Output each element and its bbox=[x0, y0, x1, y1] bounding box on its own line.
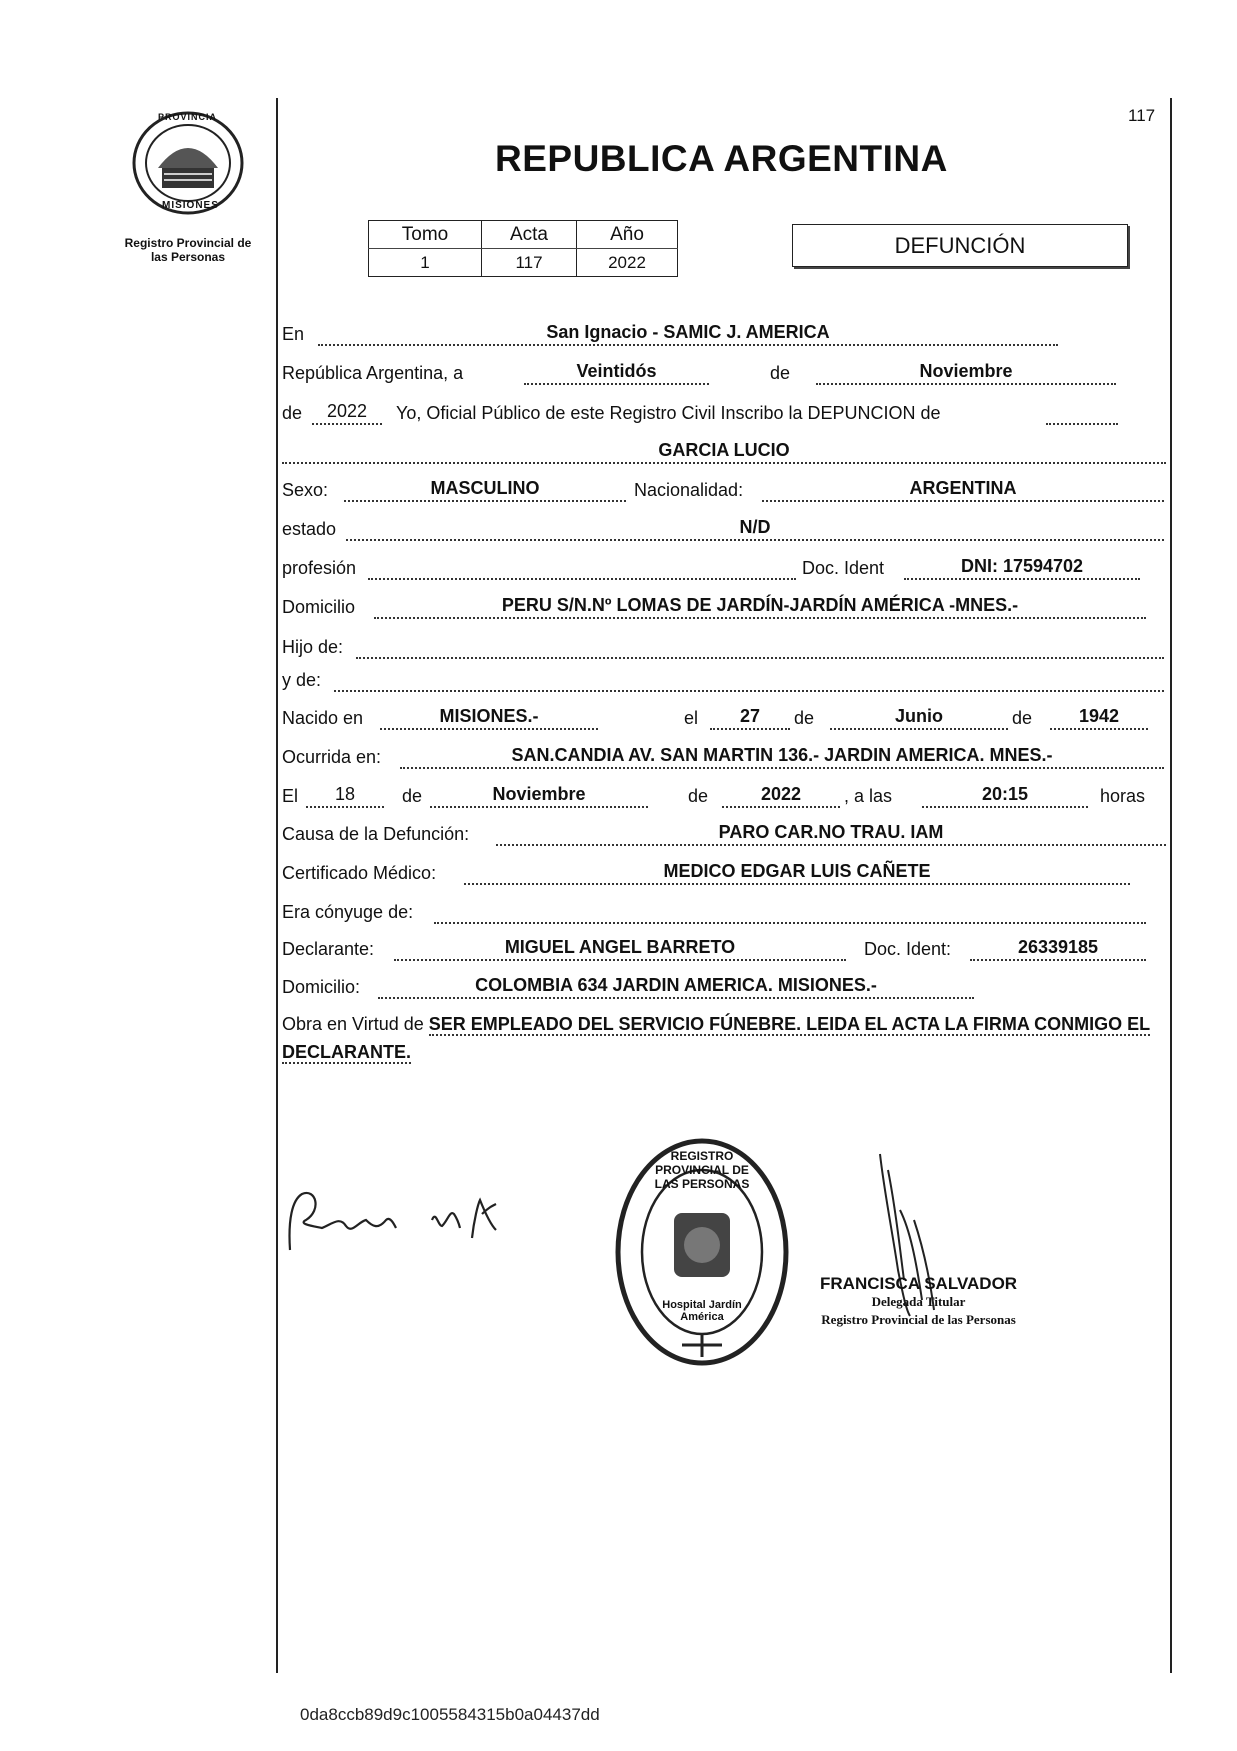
registry-label: Registro Provincial de las Personas bbox=[124, 236, 252, 264]
ano-value: 2022 bbox=[577, 249, 678, 277]
record-reference-table bbox=[368, 220, 678, 277]
row-place: En San Ignacio - SAMIC J. AMERICA bbox=[282, 318, 1167, 352]
row-declaration: de 2022 Yo, Oficial Público de este Registro Civil Inscribo la DEPUNCION de bbox=[282, 397, 1167, 431]
right-margin-line bbox=[1170, 98, 1172, 1673]
page-title: REPUBLICA ARGENTINA bbox=[495, 138, 948, 179]
birth-day: 27 bbox=[710, 704, 790, 730]
death-year: 2022 bbox=[722, 782, 840, 808]
declarant-address-value: COLOMBIA 634 JARDIN AMERICA. MISIONES.- bbox=[378, 973, 974, 999]
birth-month: Junio bbox=[830, 704, 1008, 730]
civil-status-value: N/D bbox=[346, 515, 1164, 541]
parent2-value bbox=[334, 666, 1164, 692]
acta-header: Acta bbox=[482, 221, 577, 249]
row-name bbox=[282, 436, 1167, 470]
row-date: República Argentina, a Veintidós de Noviembre bbox=[282, 357, 1167, 391]
row-legal-basis: Obra en Virtud de SER EMPLEADO DEL SERVICIO FÚNEBRE. LEIDA EL ACTA LA FIRMA CONMIGO EL DECLARANTE. bbox=[282, 1014, 1151, 1062]
row-declarant-address: Domicilio: COLOMBIA 634 JARDIN AMERICA. MISIONES.- bbox=[282, 971, 1167, 1005]
row-declarant: Declarante: MIGUEL ANGEL BARRETO Doc. Ident: 26339185 bbox=[282, 933, 1167, 967]
handwritten-signature bbox=[282, 1180, 542, 1265]
spouse-value bbox=[434, 898, 1146, 924]
row-sex-nationality: Sexo: MASCULINO Nacionalidad: ARGENTINA bbox=[282, 474, 1167, 508]
signature-block bbox=[820, 1275, 1017, 1329]
declarant-value: MIGUEL ANGEL BARRETO bbox=[394, 935, 846, 961]
row-son-of: Hijo de: bbox=[282, 631, 1167, 665]
stamp-ring-text: REGISTRO PROVINCIAL DE LAS PERSONAS bbox=[654, 1149, 750, 1191]
death-place-value: SAN.CANDIA AV. SAN MARTIN 136.- JARDIN AMERICA. MNES.- bbox=[400, 743, 1164, 769]
row-and-of: y de: bbox=[282, 664, 1167, 698]
medical-cert-value: MEDICO EDGAR LUIS CAÑETE bbox=[464, 859, 1130, 885]
row-civil-status: estado N/D bbox=[282, 513, 1167, 547]
row-cause: Causa de la Defunción: PARO CAR.NO TRAU. IAM bbox=[282, 818, 1167, 852]
left-margin-line bbox=[276, 98, 278, 1673]
tomo-header: Tomo bbox=[369, 221, 482, 249]
row-death-date: El 18 de Noviembre de 2022 , a las 20:15 horas bbox=[282, 784, 1146, 806]
row-birth: Nacido en MISIONES.- el 27 de Junio de 1942 bbox=[282, 702, 1167, 736]
birthplace-value: MISIONES.- bbox=[380, 704, 598, 730]
profession-value bbox=[368, 554, 796, 580]
address-value: PERU S/N.Nº LOMAS DE JARDÍN-JARDÍN AMÉRICA -MNES.- bbox=[374, 593, 1146, 619]
place-value: San Ignacio - SAMIC J. AMERICA bbox=[318, 320, 1058, 346]
tomo-value: 1 bbox=[369, 249, 482, 277]
signer-role: Delegada Titular bbox=[871, 1294, 966, 1309]
month-word: Noviembre bbox=[816, 359, 1116, 385]
sex-value: MASCULINO bbox=[344, 476, 626, 502]
row-profession-doc: profesión Doc. Ident DNI: 17594702 bbox=[282, 552, 1167, 586]
misiones-seal bbox=[128, 108, 248, 218]
row-death-place: Ocurrida en: SAN.CANDIA AV. SAN MARTIN 136.- JARDIN AMERICA. MNES.- bbox=[282, 741, 1167, 775]
row-spouse: Era cónyuge de: bbox=[282, 896, 1167, 930]
acta-value: 117 bbox=[482, 249, 577, 277]
document-hash: 0da8ccb89d9c1005584315b0a04437dd bbox=[300, 1705, 600, 1724]
ano-header: Año bbox=[577, 221, 678, 249]
act-type-box: DEFUNCIÓN bbox=[792, 224, 1128, 267]
stamp-inner-text: Hospital Jardín América bbox=[662, 1299, 742, 1323]
page-number: 117 bbox=[1128, 106, 1156, 125]
day-word: Veintidós bbox=[524, 359, 709, 385]
parent1-value bbox=[356, 633, 1164, 659]
death-day: 18 bbox=[306, 782, 384, 808]
row-medical-cert: Certificado Médico: MEDICO EDGAR LUIS CAÑETE bbox=[282, 857, 1167, 891]
signer-name: FRANCISCA SALVADOR bbox=[820, 1274, 1018, 1293]
row-address: Domicilio PERU S/N.Nº LOMAS DE JARDÍN-JARDÍN AMÉRICA -MNES.- bbox=[282, 591, 1167, 625]
official-stamp bbox=[612, 1135, 792, 1375]
signer-org: Registro Provincial de las Personas bbox=[821, 1312, 1016, 1327]
seal-text-bottom: MISIONES bbox=[162, 200, 219, 211]
year-value: 2022 bbox=[312, 399, 382, 425]
cause-value: PARO CAR.NO TRAU. IAM bbox=[496, 820, 1166, 846]
death-time: 20:15 bbox=[922, 782, 1088, 808]
legal-basis-value: SER EMPLEADO DEL SERVICIO FÚNEBRE. LEIDA EL ACTA LA FIRMA CONMIGO EL DECLARANTE. bbox=[282, 1014, 1151, 1062]
deceased-name: GARCIA LUCIO bbox=[282, 438, 1166, 464]
death-month: Noviembre bbox=[430, 782, 648, 808]
declarant-doc-value: 26339185 bbox=[970, 935, 1146, 961]
nationality-value: ARGENTINA bbox=[762, 476, 1164, 502]
birth-year: 1942 bbox=[1050, 704, 1148, 730]
doc-value: DNI: 17594702 bbox=[904, 554, 1140, 580]
seal-text-top: PROVINCIA bbox=[158, 112, 218, 122]
